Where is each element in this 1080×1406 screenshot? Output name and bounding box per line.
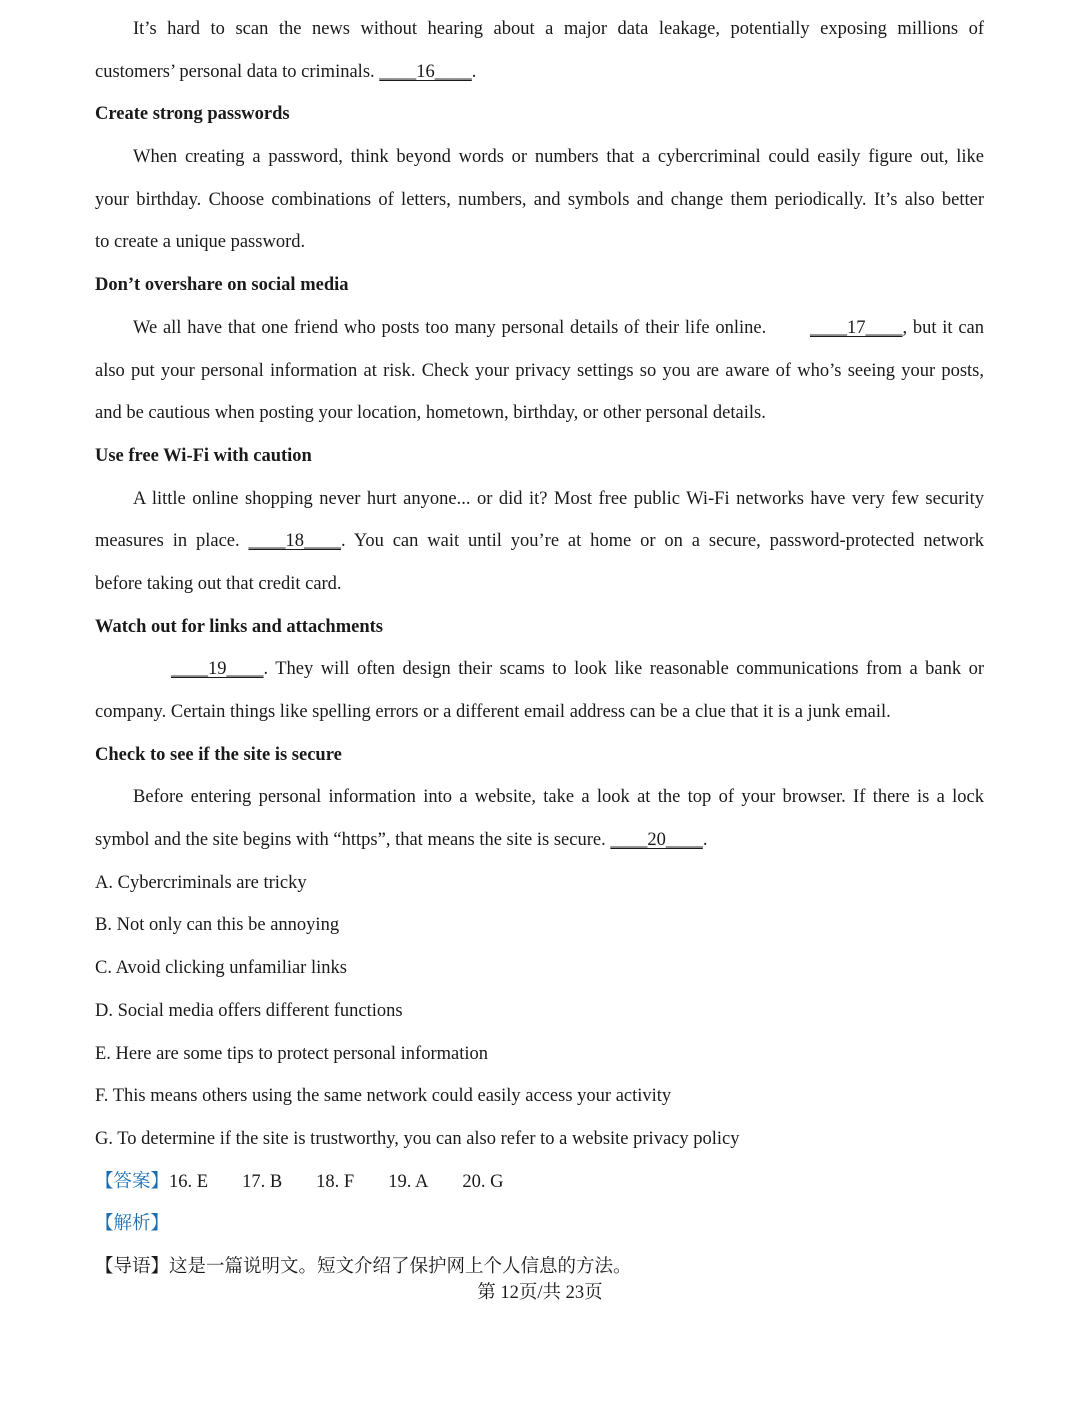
answer-label: 【答案】	[95, 1171, 170, 1192]
paragraph-6-line-1: Before entering personal information into a website, take a look at the top of your browser. If there is a lock	[133, 787, 984, 808]
option-g: G. To determine if the site is trustworthy, you can also refer to a website privacy policy	[95, 1128, 740, 1149]
paragraph-2-line-3: to create a unique password.	[95, 232, 306, 253]
answer-item: 18. F	[316, 1171, 355, 1192]
blank-17: ____17____	[809, 317, 903, 338]
answer-line	[95, 1161, 984, 1204]
analysis-label: 【解析】	[95, 1214, 170, 1235]
heading-wifi: Use free Wi-Fi with caution	[95, 445, 312, 466]
paragraph-2-line-1: When creating a password, think beyond words or numbers that a cybercriminal could easily figure out, like	[133, 147, 984, 168]
blank-16: ____16____	[379, 61, 472, 82]
answer-item: 17. B	[242, 1171, 283, 1192]
paragraph-1-line-2: customers’ personal data to criminals. ____16____.	[95, 51, 984, 94]
answer-item: 19. A	[388, 1171, 429, 1192]
paragraph-1-line-1: It’s hard to scan the news without hearing about a major data leakage, potentially exposing millions of	[133, 19, 984, 39]
option-b: B. Not only can this be annoying	[95, 915, 340, 936]
heading-passwords: Create strong passwords	[95, 104, 290, 125]
intro-label: 【导语】	[95, 1256, 170, 1277]
paragraph-4-line-1: A little online shopping never hurt anyone... or did it? Most free public Wi-Fi networks have very few security	[133, 488, 984, 509]
paragraph-6-line-2: symbol and the site begins with “https”, that means the site is secure. ____20____.	[95, 819, 984, 862]
paragraph-5-line-1: ____19____. They will often design their scams to look like reasonable communications from a bank or	[95, 648, 984, 691]
paragraph-4-line-2: measures in place. ____18____. You can wait until you’re at home or on a secure, password-protected network	[95, 520, 984, 563]
paragraph-2-line-2: your birthday. Choose combinations of letters, numbers, and symbols and change them periodically. It’s also better	[95, 189, 984, 210]
option-a: A. Cybercriminals are tricky	[95, 872, 307, 893]
intro-text: 这是一篇说明文。短文介绍了保护网上个人信息的方法。	[169, 1256, 632, 1277]
heading-secure-site: Check to see if the site is secure	[95, 744, 342, 765]
paragraph-3-line-2: also put your personal information at risk. Check your privacy settings so you are aware of who’s seeing your posts,	[95, 360, 984, 381]
document-page	[95, 8, 984, 1289]
paragraph-3-line-1: We all have that one friend who posts too many personal details of their life online. ____17____, but it can	[95, 307, 984, 350]
option-e: E. Here are some tips to protect personal information	[95, 1043, 488, 1064]
paragraph-4-line-3: before taking out that credit card.	[95, 573, 342, 594]
heading-social-media: Don’t overshare on social media	[95, 275, 349, 296]
page-footer: 第 12页/共 23页	[477, 1283, 603, 1303]
paragraph-3-line-3: and be cautious when posting your location, hometown, birthday, or other personal details.	[95, 403, 766, 424]
heading-links: Watch out for links and attachments	[95, 616, 383, 637]
blank-20: ____20____	[610, 830, 703, 851]
blank-19: ____19____	[171, 659, 264, 680]
option-d: D. Social media offers different functions	[95, 1000, 403, 1021]
option-c: C. Avoid clicking unfamiliar links	[95, 958, 347, 979]
paragraph-5-line-2: company. Certain things like spelling errors or a different email address can be a clue that it is a junk email.	[95, 702, 891, 722]
option-f: F. This means others using the same network could easily access your activity	[95, 1086, 672, 1107]
blank-18: ____18____	[248, 531, 341, 552]
analysis-line	[95, 1203, 984, 1246]
answer-item: 16. E	[169, 1171, 209, 1192]
answer-item: 20. G	[462, 1171, 504, 1192]
